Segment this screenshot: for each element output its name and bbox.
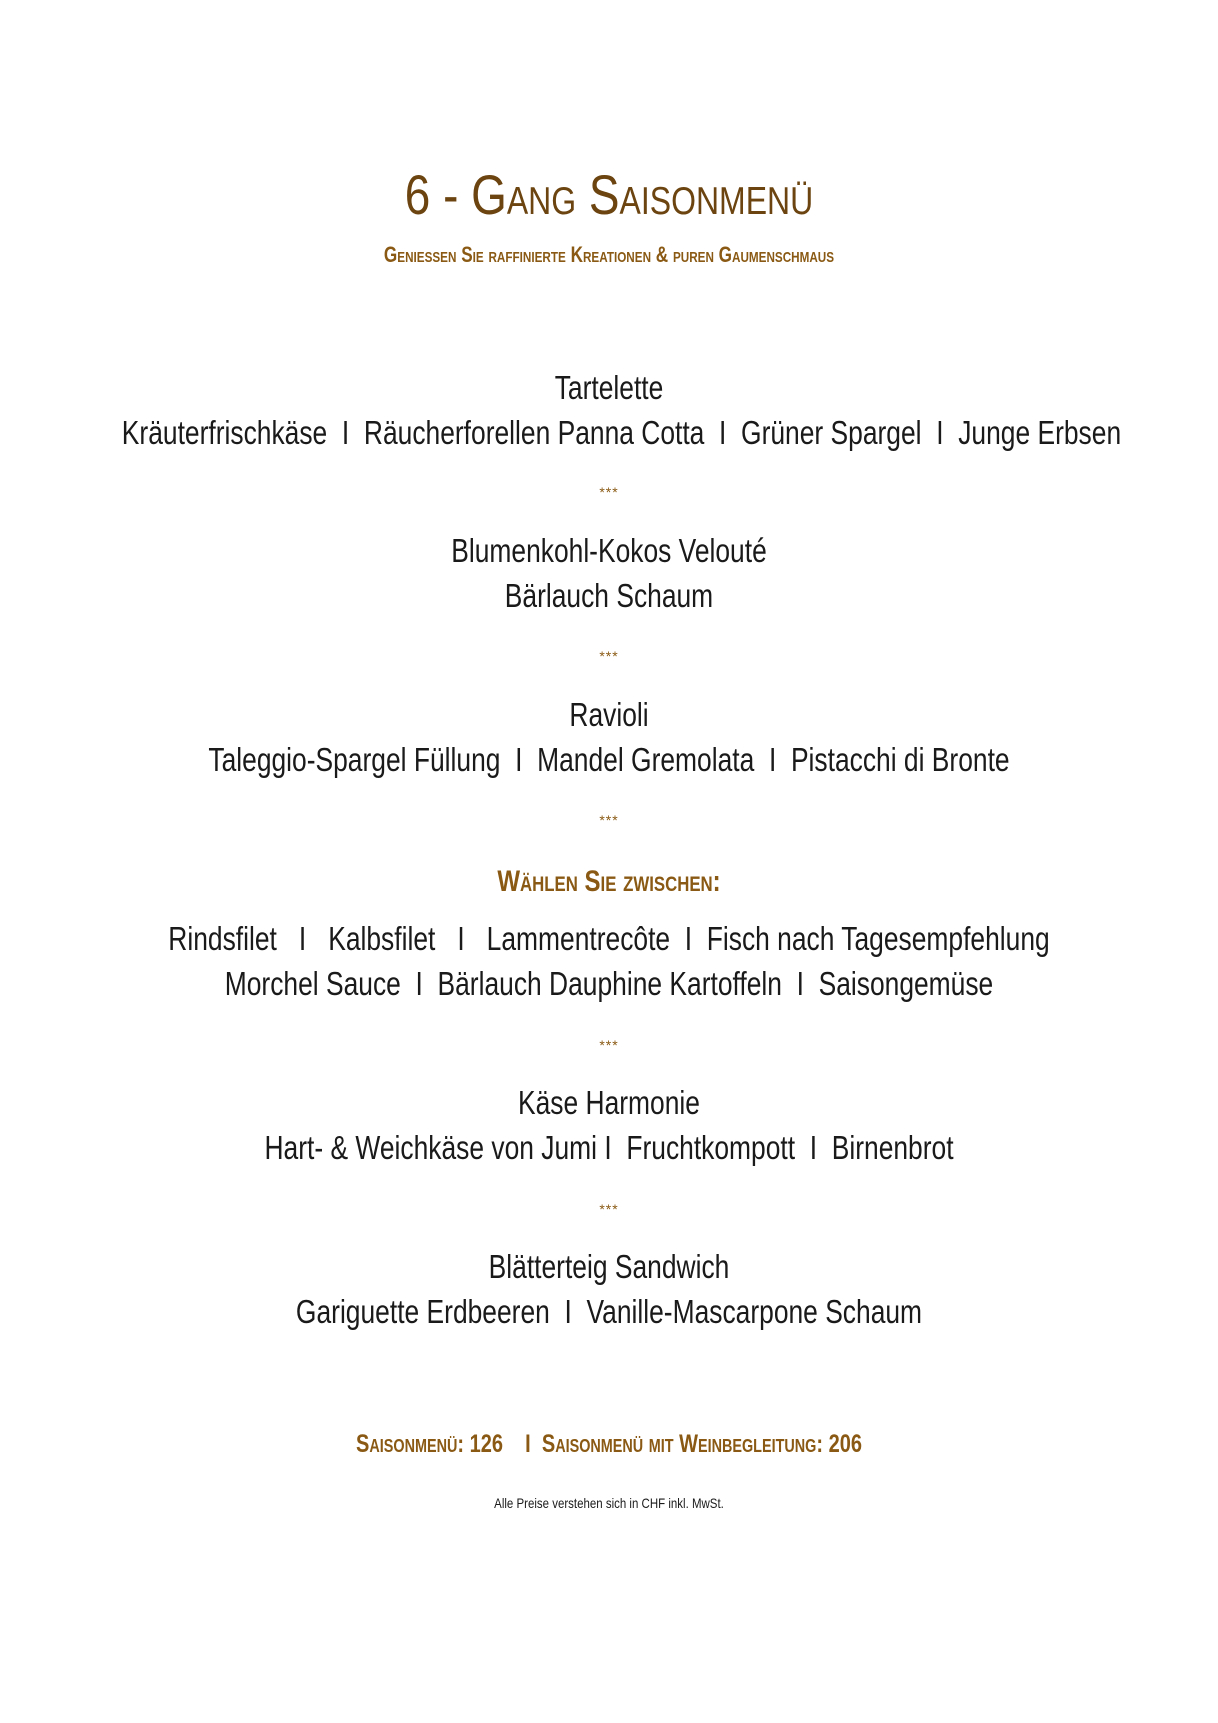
- course-description: Taleggio-Spargel Füllung I Mandel Gremolata I Pistacchi di Bronte: [208, 741, 1010, 778]
- main-options: Rindsfilet I Kalbsfilet I Lammentrecôte I Fisch nach Tagesempfehlung: [168, 920, 1050, 957]
- course-description: Hart- & Weichkäse von Jumi I Fruchtkompott I Birnenbrot: [264, 1129, 954, 1166]
- course-4: [122, 916, 1096, 1006]
- course-title: Käse Harmonie: [518, 1084, 700, 1121]
- menu-title: 6 - Gang Saisonmenü: [404, 163, 814, 226]
- course-separator: ***: [599, 812, 619, 828]
- course-description: Kräuterfrischkäse I Räucherforellen Panna Cotta I Grüner Spargel I Junge Erbsen: [121, 414, 1122, 451]
- course-title: Blätterteig Sandwich: [488, 1248, 730, 1285]
- main-sides: Morchel Sauce I Bärlauch Dauphine Kartoffeln I Saisongemüse: [224, 965, 994, 1002]
- course-title: Ravioli: [569, 696, 649, 733]
- price-note: Alle Preise verstehen sich in CHF inkl. MwSt.: [494, 1495, 724, 1511]
- course-2: [122, 528, 1096, 618]
- course-6: [122, 1244, 1096, 1334]
- course-separator: ***: [599, 1201, 619, 1217]
- course-5: [122, 1080, 1096, 1170]
- course-title: Blumenkohl-Kokos Velouté: [451, 532, 767, 569]
- course-separator: ***: [599, 484, 619, 500]
- price-line: Saisonmenü: 126 I Saisonmenü mit Weinbegleitung: 206: [356, 1430, 862, 1458]
- choose-heading: Wählen Sie zwischen:: [497, 865, 721, 898]
- menu-subtitle: Geniessen Sie raffinierte Kreationen & puren Gaumenschmaus: [383, 242, 835, 267]
- course-separator: ***: [599, 648, 619, 664]
- course-1: [121, 365, 1122, 455]
- course-description: Gariguette Erdbeeren I Vanille-Mascarpone Schaum: [295, 1293, 923, 1330]
- course-title: Tartelette: [554, 369, 664, 406]
- course-separator: ***: [599, 1037, 619, 1053]
- course-3: [122, 692, 1096, 782]
- course-description: Bärlauch Schaum: [504, 577, 714, 614]
